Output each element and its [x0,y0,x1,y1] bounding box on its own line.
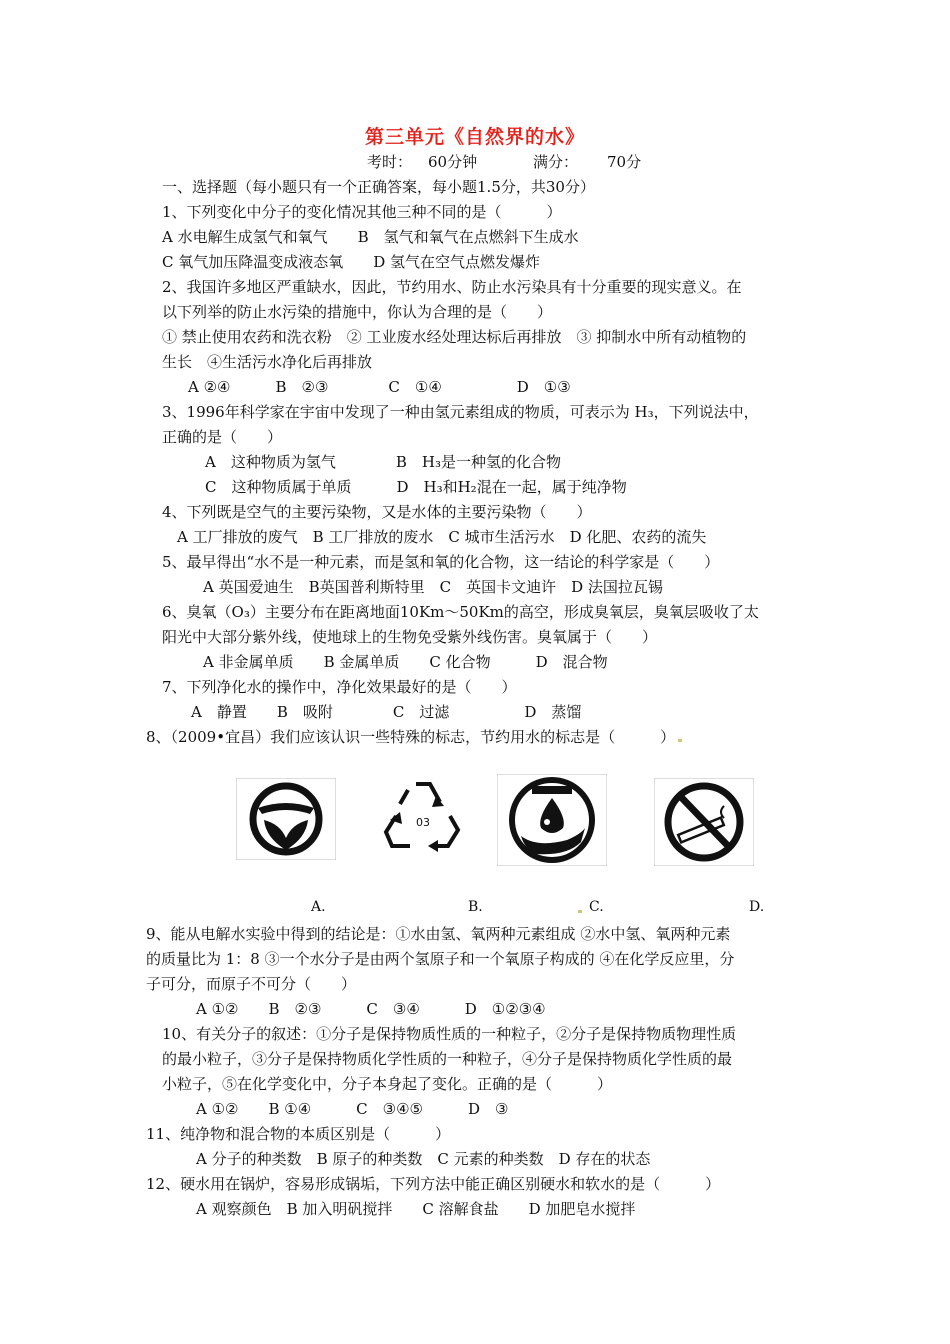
question-9-cont2: 子可分，而原子不可分（ ） [146,975,357,993]
speck [578,910,582,913]
section-heading: 一、选择题（每小题只有一个正确答案，每小题1.5分，共30分） [162,178,595,196]
option-a-label: A. [311,899,326,915]
time-label: 考时： [367,153,413,171]
q7-options: A 静置 B 吸附 C 过滤 D 蒸馏 [191,703,582,721]
q6-options: A 非金属单质 B 金属单质 C 化合物 D 混合物 [203,653,608,671]
water-saving-icon [497,774,597,874]
q4-options: A 工厂排放的废气 B 工厂排放的废水 C 城市生活污水 D 化肥、农药的流失 [177,528,707,546]
score-value: 70分 [607,153,642,171]
question-2: 2、我国许多地区严重缺水，因此，节约用水、防止水污染具有十分重要的现实意义。在 [162,278,742,296]
question-6-cont: 阳光中大部分紫外线，使地球上的生物免受紫外线伤害。臭氧属于（ ） [162,628,658,646]
q1-options-ab: A 水电解生成氢气和氧气 B 氢气和氧气在点燃斜下生成水 [162,228,579,246]
q3-options-cd: C 这种物质属于单质 D H₃和H₂混在一起，属于纯净物 [205,478,627,496]
q2-items-cont: 生长 ④生活污水净化后再排放 [162,353,373,371]
question-12: 12、硬水用在锅炉，容易形成锅垢，下列方法中能正确区别硬水和软水的是（ ） [146,1175,721,1193]
q10-options: A ①② B ①④ C ③④⑤ D ③ [196,1100,509,1118]
question-3: 3、1996年科学家在宇宙中发现了一种由氢元素组成的物质，可表示为 H₃，下列说法中， [162,403,759,421]
q2-items: ① 禁止使用农药和洗衣粉 ② 工业废水经处理达标后再排放 ③ 抑制水中所有动植物的 [162,328,747,346]
logo-a-icon [236,778,336,878]
score-label: 满分： [533,153,579,171]
question-5: 5、最早得出“水不是一种元素，而是氢和氧的化合物，这一结论的科学家是（ ） [162,553,720,571]
q2-options: A ②④ B ②③ C ①④ D ①③ [188,378,571,396]
option-c-label: C. [589,899,604,915]
question-6: 6、臭氧（O₃）主要分布在距离地面10Km～50Km的高空，形成臭氧层，臭氧层吸收了太 [162,603,759,621]
question-3-cont: 正确的是（ ） [162,428,283,446]
option-d-label: D. [749,899,765,915]
speck [678,739,682,742]
q1-options-cd: C 氧气加压降温变成液态氧 D 氢气在空气点燃发爆炸 [162,253,541,271]
q5-options: A 英国爱迪生 B英国普利斯特里 C 英国卡文迪许 D 法国拉瓦锡 [203,578,663,596]
question-10-cont2: 小粒子，⑤在化学变化中，分子本身起了变化。正确的是（ ） [162,1075,613,1093]
question-1: 1、下列变化中分子的变化情况其他三种不同的是（ ） [162,203,562,221]
question-11: 11、纯净物和混合物的本质区别是（ ） [146,1125,451,1143]
question-10: 10、有关分子的叙述：①分子是保持物质性质的一种粒子，②分子是保持物质物理性质 [162,1025,737,1043]
question-8: 8、（2009•宜昌）我们应该认识一些特殊的标志，节约用水的标志是（ ） [146,728,676,746]
no-smoking-icon [654,778,754,878]
recycle-label: 03 [416,816,430,829]
recycle-icon [378,774,478,874]
question-10-cont: 的最小粒子，③分子是保持物质化学性质的一种粒子，④分子是保持物质化学性质的最 [162,1050,733,1068]
question-7: 7、下列净化水的操作中，净化效果最好的是（ ） [162,678,517,696]
page-title: 第三单元《自然界的水》 [364,126,585,148]
q3-options-ab: A 这种物质为氢气 B H₃是一种氢的化合物 [205,453,561,471]
time-value: 60分钟 [428,153,478,171]
q11-options: A 分子的种类数 B 原子的种类数 C 元素的种类数 D 存在的状态 [196,1150,651,1168]
question-4: 4、下列既是空气的主要污染物，又是水体的主要污染物（ ） [162,503,592,521]
question-9-cont: 的质量比为 1：8 ③一个水分子是由两个氢原子和一个氧原子构成的 ④在化学反应里，分 [146,950,735,968]
question-2-cont: 以下列举的防止水污染的措施中，你认为合理的是（ ） [162,303,553,321]
q12-options: A 观察颜色 B 加入明矾搅拌 C 溶解食盐 D 加肥皂水搅拌 [196,1200,636,1218]
option-b-label: B. [468,899,483,915]
q9-options: A ①② B ②③ C ③④ D ①②③④ [196,1000,546,1018]
question-9: 9、能从电解水实验中得到的结论是：①水由氢、氧两种元素组成 ②水中氢、氧两种元素 [146,925,731,943]
